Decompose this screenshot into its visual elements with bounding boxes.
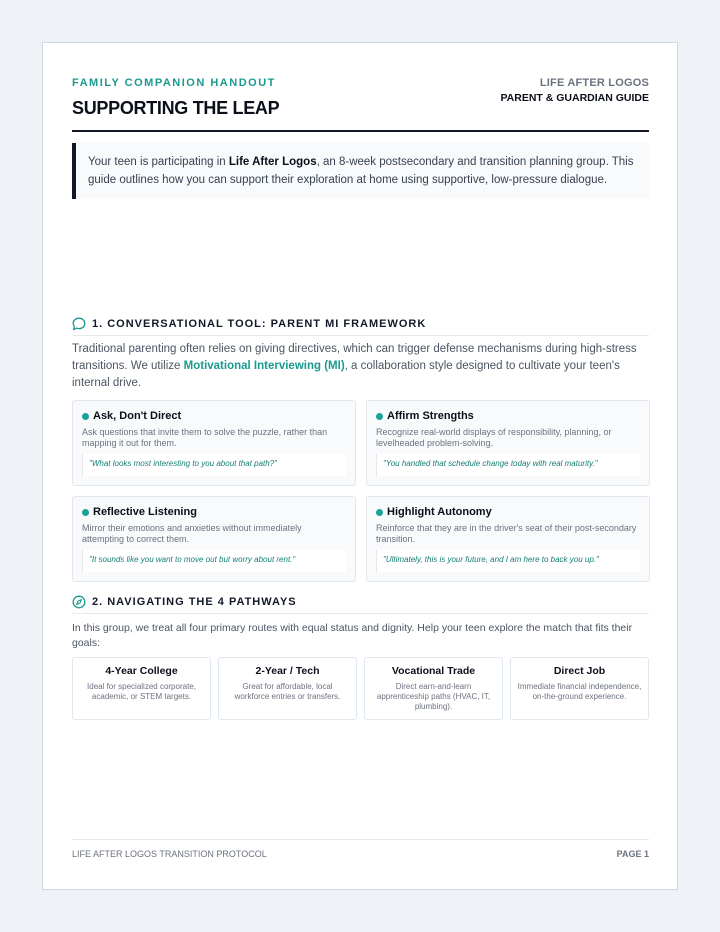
card-description: Ask questions that invite them to solve the puzzle, rather than mapping it out for them. (82, 427, 328, 448)
page-title: SUPPORTING THE LEAP (72, 98, 280, 118)
intro-text-before: Your teen is participating in (88, 156, 229, 168)
card-description: Reinforce that they are in the driver's seat of their post-secondary transition. (376, 523, 637, 544)
pathway-title: 2-Year / Tech (255, 665, 320, 677)
mi-card-affirm (366, 400, 650, 486)
header-brand-block (500, 77, 649, 104)
mi-card-autonomy (366, 496, 650, 582)
card-quote: "You handled that schedule change today with real maturity." (376, 454, 640, 476)
section-2-title: 2. NAVIGATING THE 4 PATHWAYS (92, 596, 297, 608)
pathway-card-job (510, 657, 649, 720)
bullet-dot (82, 509, 89, 516)
pathway-description: Direct earn-and-learn apprenticeship paths (HVAC, IT, plumbing). (376, 682, 491, 711)
pathway-description: Immediate financial independence, on-the-ground experience. (517, 682, 642, 701)
page-number: PAGE 1 (616, 849, 649, 859)
pathway-title: 4-Year College (105, 665, 178, 677)
mi-text-before: Traditional parenting often relies on giving directives, which can trigger defense mechanisms during high-stress transitions. We utilize (72, 343, 637, 372)
card-title: Affirm Strengths (387, 410, 474, 422)
bullet-dot (376, 509, 383, 516)
page-footer (72, 839, 649, 859)
pathway-description: Ideal for specialized corporate, academic, or STEM targets. (87, 682, 196, 701)
mi-card-ask (72, 400, 356, 486)
pathway-description: Great for affordable, local workforce entries or transfers. (234, 682, 341, 701)
intro-callout (72, 143, 649, 199)
intro-text-after: , an 8-week postsecondary and transition planning group. This guide outlines how you can support their exploration at home using supportive, low-pressure dialogue. (88, 156, 634, 186)
compass-icon (72, 595, 86, 609)
mi-highlight: Motivational Interviewing (MI) (183, 360, 345, 372)
section-1-paragraph (72, 341, 649, 392)
card-description: Recognize real-world displays of responsibility, planning, or levelheaded problem-solving. (376, 427, 612, 448)
mi-text-after: , a collaboration style designed to cultivate your teen's internal drive. (72, 360, 620, 389)
card-quote: "What looks most interesting to you about that path?" (82, 454, 346, 476)
pathway-card-tech (218, 657, 357, 720)
intro-program-name: Life After Logos (228, 156, 317, 168)
card-quote: "It sounds like you want to move out but worry about rent." (82, 550, 346, 572)
section-1-heading (72, 316, 649, 336)
brand-name: LIFE AFTER LOGOS (539, 77, 649, 89)
page-header (72, 77, 649, 119)
pathway-card-college (72, 657, 211, 720)
eyebrow-label: FAMILY COMPANION HANDOUT (72, 77, 276, 89)
pathway-title: Vocational Trade (391, 665, 476, 677)
handout-page (42, 42, 678, 890)
header-divider (72, 130, 649, 132)
pathway-card-trade (364, 657, 503, 720)
guide-label: PARENT & GUARDIAN GUIDE (500, 92, 649, 104)
chat-bubble-icon (72, 317, 86, 331)
card-description: Mirror their emotions and anxieties without immediately attempting to correct them. (82, 523, 302, 544)
card-quote: "Ultimately, this is your future, and I am here to back you up." (376, 550, 640, 572)
pathway-title: Direct Job (553, 665, 606, 677)
card-title: Reflective Listening (93, 506, 197, 518)
mi-card-reflective (72, 496, 356, 582)
section-2-heading (72, 594, 649, 614)
footer-protocol-label: LIFE AFTER LOGOS TRANSITION PROTOCOL (72, 849, 267, 859)
bullet-dot (82, 413, 89, 420)
section-1-title: 1. CONVERSATIONAL TOOL: PARENT MI FRAMEWORK (92, 318, 427, 330)
card-title: Ask, Don't Direct (93, 410, 182, 422)
bullet-dot (376, 413, 383, 420)
card-title: Highlight Autonomy (387, 506, 492, 518)
section-2-paragraph: In this group, we treat all four primary routes with equal status and dignity. Help your teen explore the match that fits their goals: (72, 622, 633, 649)
